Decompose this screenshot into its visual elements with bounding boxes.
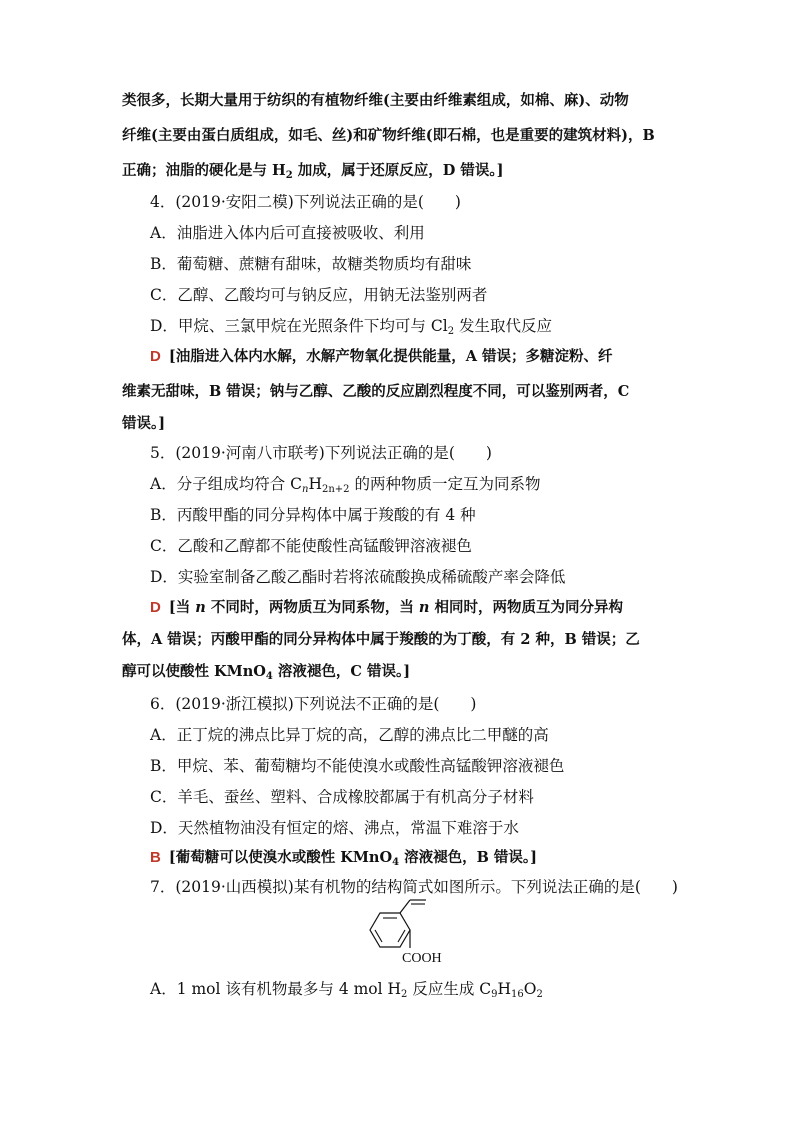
subscript: 9: [491, 989, 498, 1000]
text-line: [150, 285, 487, 305]
text-line: [150, 725, 549, 745]
subscript: 2: [401, 989, 408, 1000]
text-line: [150, 505, 476, 525]
text-segment: 加成，属于还原反应，D 错误。]: [292, 162, 504, 179]
text-line: [150, 979, 543, 999]
text-line: [150, 756, 564, 776]
text-segment: C．乙酸和乙醇都不能使酸性高锰酸钾溶液褪色: [150, 537, 472, 555]
text-line: [150, 536, 472, 556]
text-line: [150, 316, 552, 336]
text-segment: A．1 mol 该有机物最多与 4 mol H: [150, 980, 402, 998]
text-line: [150, 818, 519, 838]
text-segment: 错误。]: [122, 415, 166, 432]
text-segment: 溶液褪色，B 错误。]: [399, 849, 538, 866]
subscript: 2: [536, 989, 543, 1000]
subscript: 2: [285, 170, 293, 181]
text-segment: O: [523, 980, 537, 998]
text-line: [150, 567, 565, 587]
text-segment: 6．(2019·浙江模拟)下列说法不正确的是( ): [150, 695, 477, 713]
text-segment: D．天然植物油没有恒定的熔、沸点，常温下难溶于水: [150, 819, 519, 837]
subscript: 2n+2: [321, 484, 350, 495]
text-segment: 正确；油脂的硬化是与 H: [122, 162, 286, 179]
text-line: [122, 91, 629, 111]
text-segment: [当: [168, 599, 196, 616]
text-segment: 7．(2019·山西模拟)某有机物的结构简式如图所示。下列说法正确的是( ): [150, 878, 678, 896]
text-line: [122, 161, 504, 181]
text-segment: 类很多，长期大量用于纺织的有植物纤维(主要由纤维素组成，如棉、麻)、动物: [122, 92, 629, 109]
text-segment: 反应生成 C: [407, 980, 492, 998]
text-segment: C．乙醇、乙酸均可与钠反应，用钠无法鉴别两者: [150, 286, 488, 304]
text-line: [150, 694, 476, 714]
text-line: [122, 126, 655, 146]
subscript: 2: [447, 326, 455, 337]
text-segment: B．葡萄糖、蔗糖有甜味，故糖类物质均有甜味: [150, 255, 472, 273]
text-segment: n: [418, 599, 430, 616]
text-line: [150, 474, 540, 494]
text-segment: 不同时，两物质互为同系物，当: [205, 599, 419, 616]
text-segment: D．甲烷、三氯甲烷在光照条件下均可与 Cl: [150, 317, 448, 335]
subscript: n: [301, 484, 309, 495]
text-line: [150, 192, 461, 212]
text-segment: 维素无甜味，B 错误；钠与乙醇、乙酸的反应剧烈程度不同，可以鉴别两者，C: [122, 383, 630, 400]
text-segment: 醇可以使酸性 KMnO: [122, 663, 266, 680]
text-line: [150, 787, 534, 807]
text-line: [122, 414, 165, 434]
text-segment: A．油脂进入体内后可直接被吸收、利用: [150, 224, 425, 242]
text-segment: 纤维(主要由蛋白质组成，如毛、丝)和矿物纤维(即石棉，也是重要的建筑材料)，B: [122, 127, 655, 144]
subscript: 4: [265, 671, 273, 682]
subscript: 4: [392, 857, 400, 868]
text-segment: 4．(2019·安阳二模)下列说法正确的是( ): [150, 193, 461, 211]
text-segment: n: [195, 599, 206, 616]
text-line: [150, 848, 537, 868]
text-line: [150, 877, 678, 897]
text-line: [150, 347, 613, 367]
text-segment: A．正丁烷的沸点比异丁烷的高，乙醇的沸点比二甲醚的高: [150, 726, 549, 744]
text-segment: [油脂进入体内水解，水解产物氧化提供能量，A 错误；多糖淀粉、纤: [168, 348, 613, 365]
text-line: [150, 443, 492, 463]
text-segment: H: [497, 980, 512, 998]
text-segment: A．分子组成均符合 C: [150, 475, 302, 493]
text-line: [150, 254, 471, 274]
text-line: [150, 223, 425, 243]
text-segment: B．丙酸甲酯的同分异构体中属于羧酸的有 4 种: [150, 506, 476, 524]
text-segment: 发生取代反应: [454, 317, 552, 335]
text-line: [122, 382, 629, 402]
text-segment: 溶液褪色，C 错误。]: [272, 663, 411, 680]
cooh-label: COOH: [402, 951, 442, 966]
text-segment: [葡萄糖可以使溴水或酸性 KMnO: [168, 849, 393, 866]
chemical-structure-icon: [360, 896, 470, 966]
text-segment: H: [308, 475, 322, 493]
text-line: [122, 662, 410, 682]
text-line: [122, 630, 640, 650]
text-segment: B．甲烷、苯、葡萄糖均不能使溴水或酸性高锰酸钾溶液褪色: [150, 757, 565, 775]
text-segment: 的两种物质一定互为同系物: [349, 475, 541, 493]
answer-letter: B: [150, 849, 161, 866]
subscript: 16: [511, 989, 524, 1000]
answer-letter: D: [150, 599, 161, 616]
text-segment: C．羊毛、蚕丝、塑料、合成橡胶都属于有机高分子材料: [150, 788, 534, 806]
text-line: [150, 598, 623, 618]
text-segment: 相同时，两物质互为同分异构: [429, 599, 624, 616]
text-segment: 5．(2019·河南八市联考)下列说法正确的是( ): [150, 444, 492, 462]
text-segment: D．实验室制备乙酸乙酯时若将浓硫酸换成稀硫酸产率会降低: [150, 568, 566, 586]
text-segment: 体，A 错误；丙酸甲酯的同分异构体中属于羧酸的为丁酸，有 2 种，B 错误；乙: [122, 631, 640, 648]
answer-letter: D: [150, 348, 161, 365]
